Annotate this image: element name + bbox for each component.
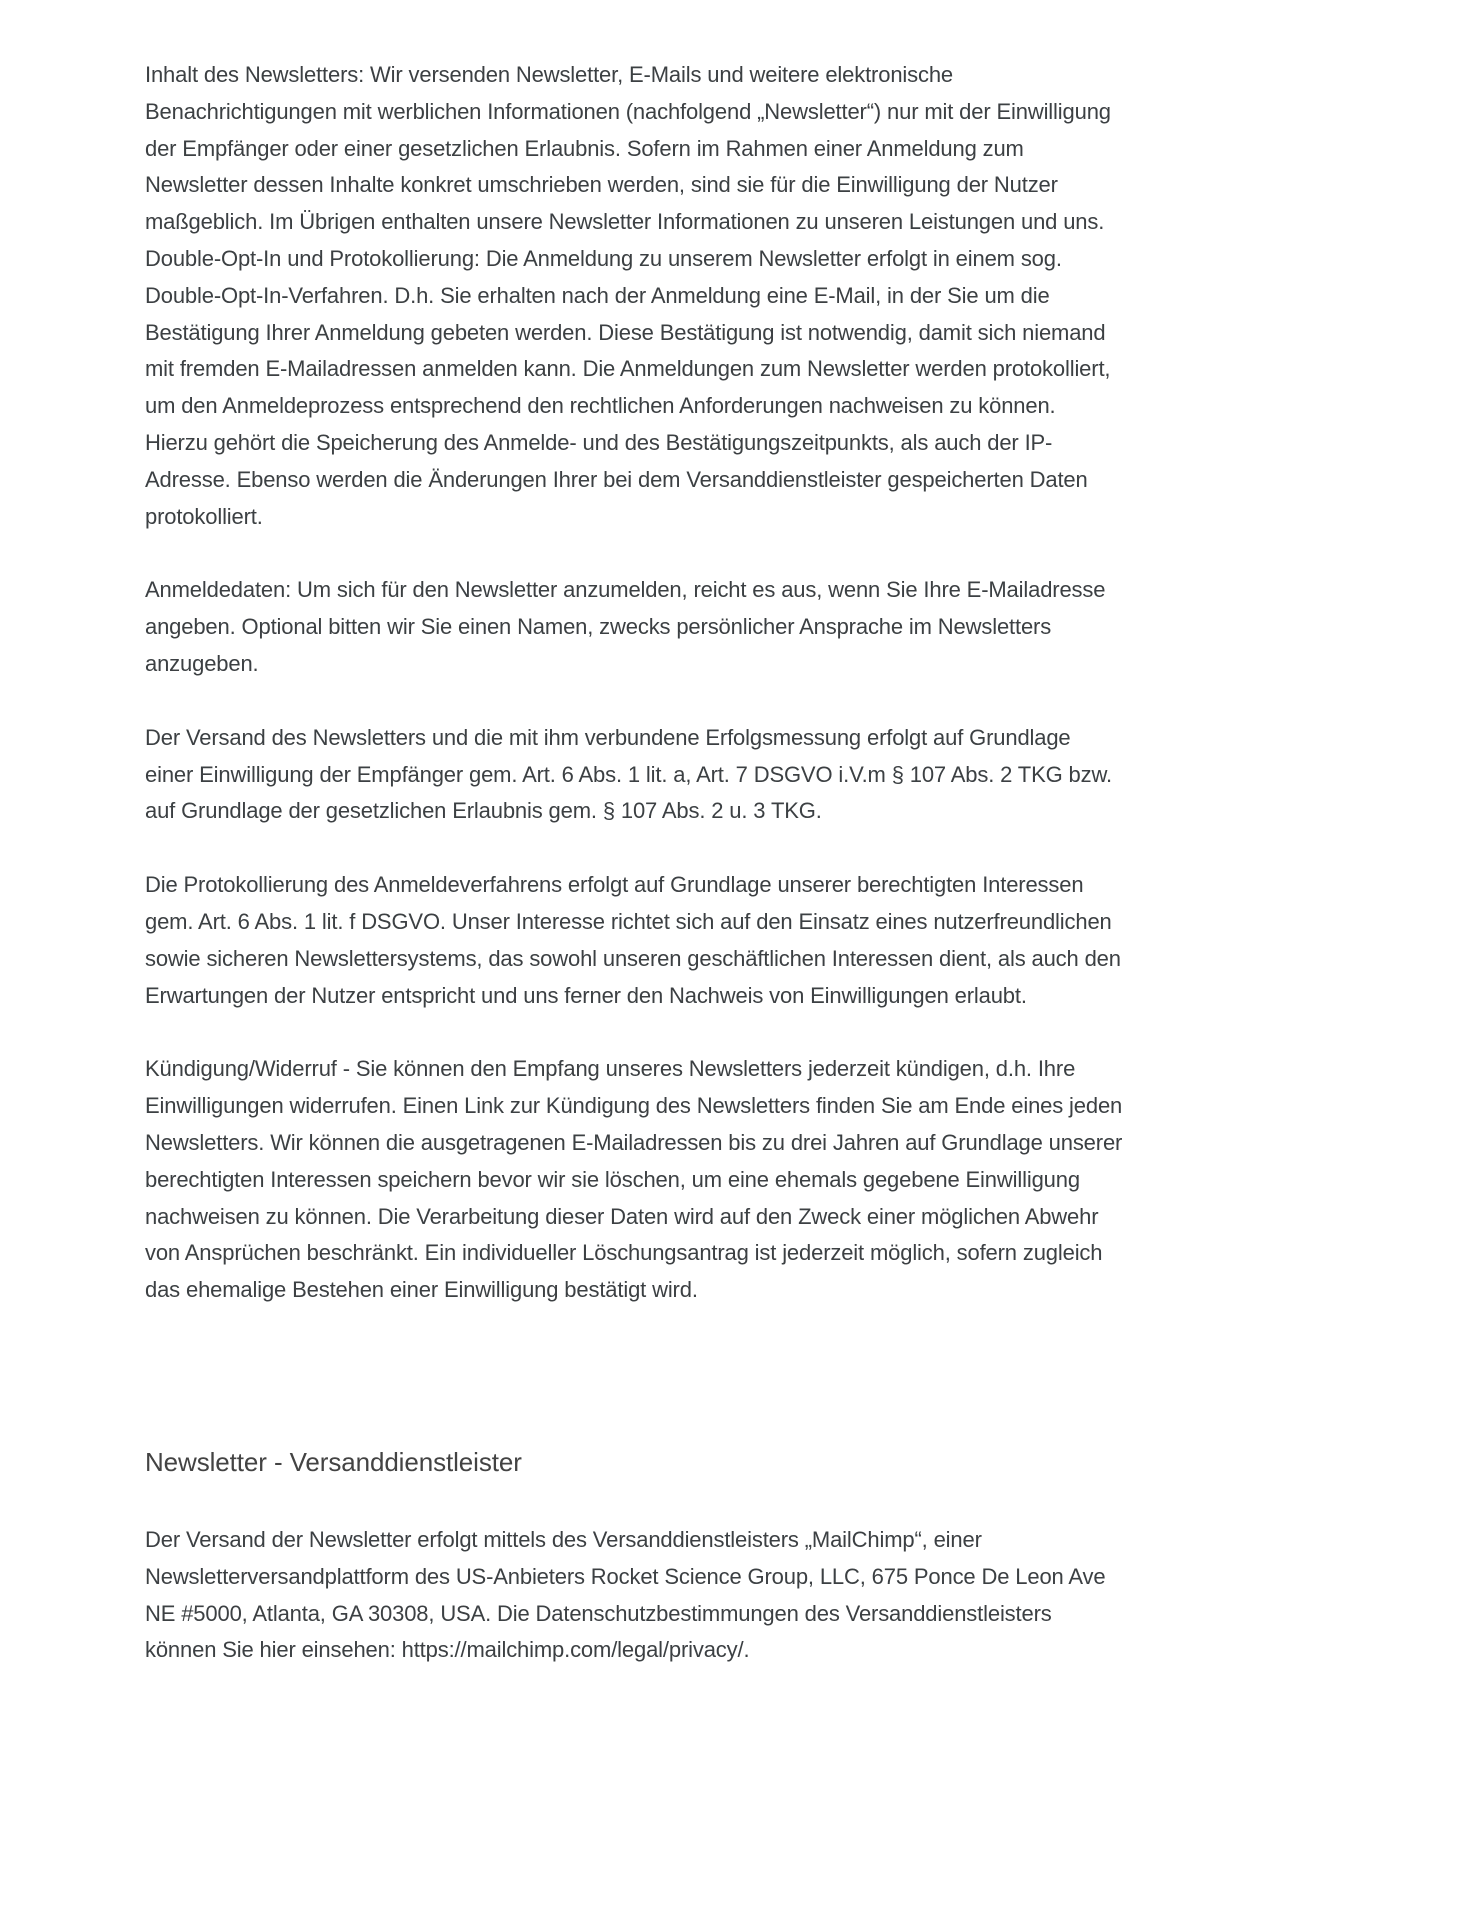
document-content: [145, 57, 1129, 1669]
section-heading-versanddienstleister: Newsletter - Versanddienstleister: [145, 1446, 522, 1477]
paragraph-kuendigung-widerruf: Kündigung/Widerruf - Sie können den Empfang unseres Newsletters jederzeit kündigen, d.h. Ihre Einwilligungen widerrufen. Einen Link zur Kündigung des Newsletters finden Sie am Ende eines jeden Newsletters. Wir können die ausgetragenen E-Mailadressen bis zu drei Jahren auf Grundlage unserer berechtigten Interessen speichern bevor wir sie löschen, um eine ehemals gegebene Einwilligung nachweisen zu können. Die Verarbeitung dieser Daten wird auf den Zweck einer möglichen Abwehr von Ansprüchen beschränkt. Ein individueller Löschungsantrag ist jederzeit möglich, sofern zugleich das ehemalige Bestehen einer Einwilligung bestätigt wird.: [145, 1056, 1129, 1303]
paragraph-inhalt-des-newsletters: Inhalt des Newsletters: Wir versenden Newsletter, E-Mails und weitere elektronische Benachrichtigungen mit werblichen Informationen (nachfolgend „Newsletter“) nur mit der Einwilligung der Empfänger oder einer gesetzlichen Erlaubnis. Sofern im Rahmen einer Anmeldung zum Newsletter dessen Inhalte konkret umschrieben werden, sind sie für die Einwilligung der Nutzer maßgeblich. Im Übrigen enthalten unsere Newsletter Informationen zu unseren Leistungen und uns.: [145, 62, 1117, 235]
paragraph-versand-grundlage: Der Versand des Newsletters und die mit ihm verbundene Erfolgsmessung erfolgt auf Grundlage einer Einwilligung der Empfänger gem. Art. 6 Abs. 1 lit. a, Art. 7 DSGVO i.V.m § 107 Abs. 2 TKG bzw. auf Grundlage der gesetzlichen Erlaubnis gem. § 107 Abs. 2 u. 3 TKG.: [145, 724, 1118, 824]
paragraph-anmeldedaten: Anmeldedaten: Um sich für den Newsletter anzumelden, reicht es aus, wenn Sie Ihre E-Mailadresse angeben. Optional bitten wir Sie einen Namen, zwecks persönlicher Ansprache im Newsletters anzugeben.: [145, 577, 1112, 676]
paragraph-versanddienstleister: Der Versand der Newsletter erfolgt mittels des Versanddienstleisters „MailChimp“, einer Newsletterversandplattform des US-Anbieters Rocket Science Group, LLC, 675 Ponce De Leon Ave NE #5000, Atlanta, GA 30308, USA. Die Datenschutzbestimmungen des Versanddienstleisters können Sie hier einsehen: https://mailchimp.com/legal/privacy/.: [145, 1526, 1112, 1663]
paragraph-double-opt-in: Double-Opt-In und Protokollierung: Die Anmeldung zu unserem Newsletter erfolgt in einem sog. Double-Opt-In-Verfahren. D.h. Sie erhalten nach der Anmeldung eine E-Mail, in der Sie um die Bestätigung Ihrer Anmeldung gebeten werden. Diese Bestätigung ist notwendig, damit sich niemand mit fremden E-Mailadressen anmelden kann. Die Anmeldungen zum Newsletter werden protokolliert, um den Anmeldeprozess entsprechend den rechtlichen Anforderungen nachweisen zu können. Hierzu gehört die Speicherung des Anmelde- und des Bestätigungszeitpunkts, als auch der IP-Adresse. Ebenso werden die Änderungen Ihrer bei dem Versanddienstleister gespeicherten Daten protokolliert.: [145, 245, 1117, 529]
paragraph-protokollierung-grundlage: Die Protokollierung des Anmeldeverfahrens erfolgt auf Grundlage unserer berechtigten Interessen gem. Art. 6 Abs. 1 lit. f DSGVO. Unser Interesse richtet sich auf den Einsatz eines nutzerfreundlichen sowie sicheren Newslettersystems, das sowohl unseren geschäftlichen Interessen dient, als auch den Erwartungen der Nutzer entspricht und uns ferner den Nachweis von Einwilligungen erlaubt.: [145, 872, 1127, 1008]
